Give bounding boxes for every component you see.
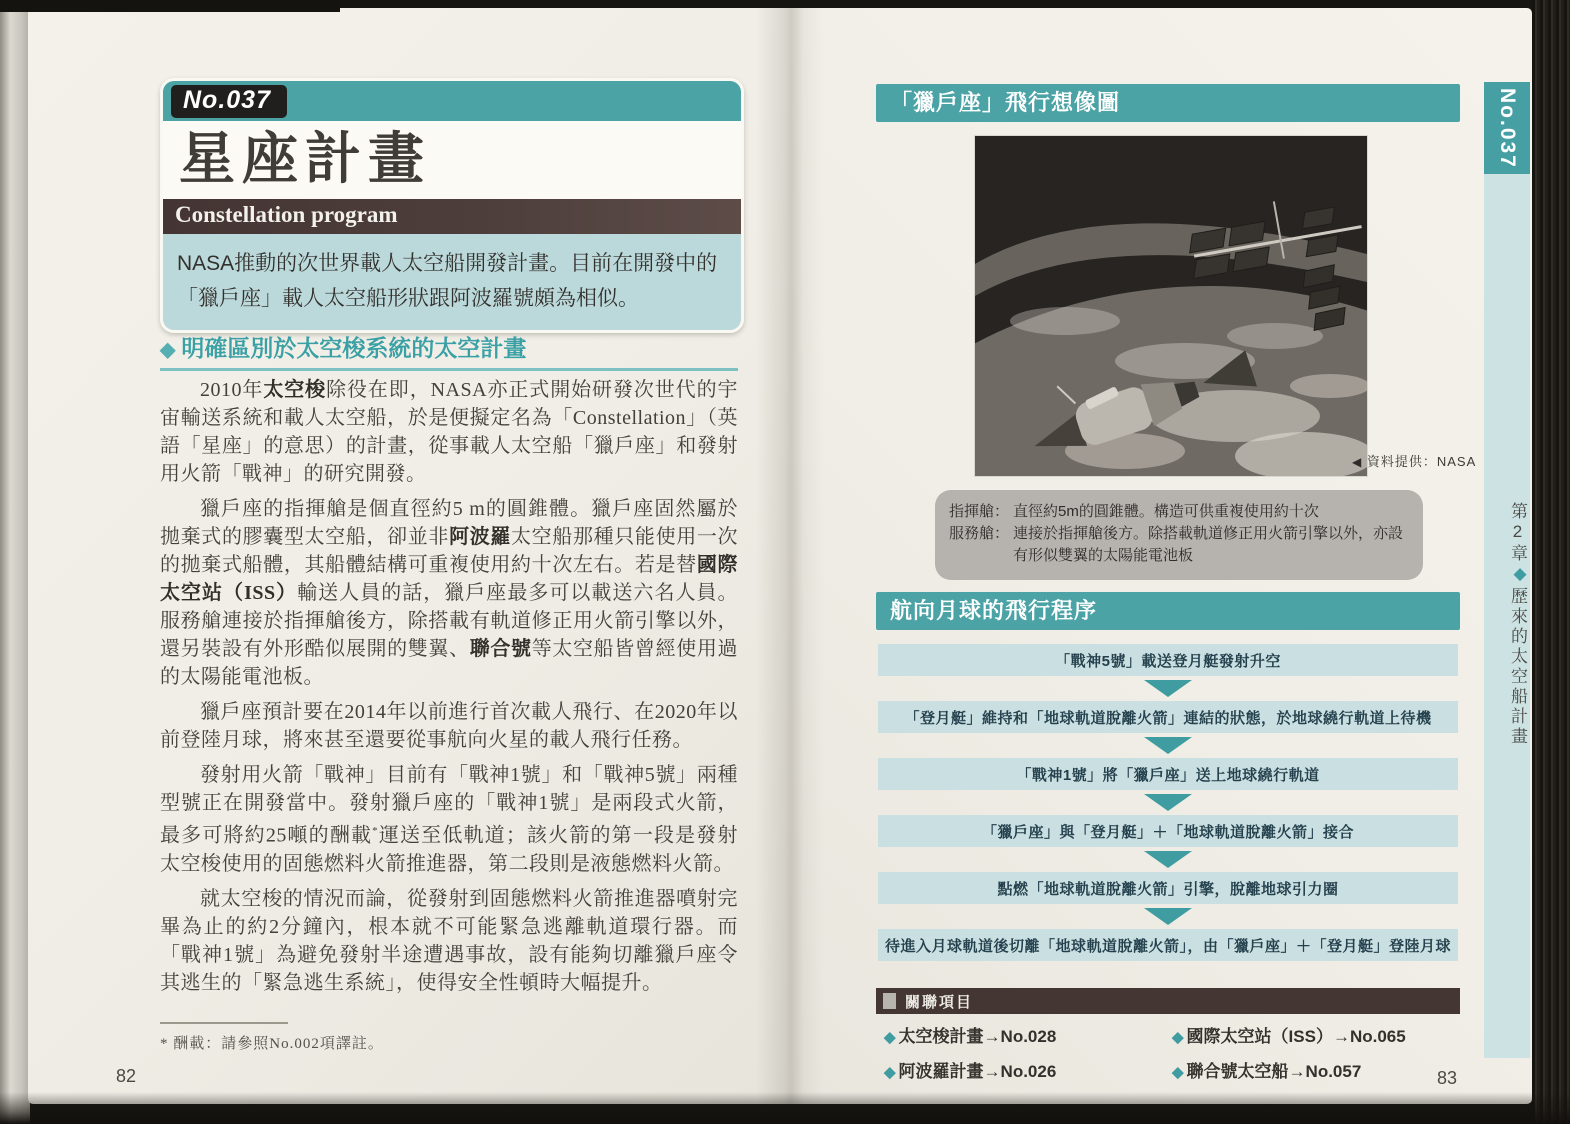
diamond-icon: ◆ — [160, 339, 176, 361]
entry-summary: NASA推動的次世界載人太空船開發計畫。目前在開發中的「獵戶座」載人太空船形狀跟阿波羅號頗為相似。 — [177, 252, 718, 311]
orion-figure-photo — [975, 136, 1367, 476]
chapter-title: 歷來的太空船計畫 — [1508, 586, 1527, 747]
related-label: 聯合號太空船 — [1186, 1062, 1289, 1081]
figure-credit — [1352, 451, 1476, 470]
entry-title-area — [163, 121, 741, 199]
section-title: 明確區別於太空梭系統的太空計畫 — [181, 335, 527, 361]
related-label: 國際太空站（ISS） — [1186, 1027, 1333, 1046]
triangle-down-icon — [1144, 737, 1192, 754]
note-label: 服務艙： — [949, 525, 1010, 542]
figure-heading-bar — [876, 84, 1460, 122]
related-ref: No.065 — [1349, 1027, 1406, 1046]
scan-shadow-bottom — [0, 1092, 1570, 1124]
page-number-left: 82 — [116, 1066, 137, 1086]
left-triangle-icon: ◀ — [1352, 455, 1363, 469]
related-heading-bar — [876, 988, 1460, 1014]
diamond-icon: ◆ — [884, 1064, 896, 1081]
entry-subtitle-bar — [163, 199, 741, 234]
figure-heading: 「獵戶座」飛行想像圖 — [890, 90, 1121, 115]
gutter-shadow — [756, 8, 824, 1104]
related-ref: No.057 — [1305, 1062, 1362, 1081]
section-heading — [160, 330, 738, 371]
side-tab-chapter — [1484, 174, 1530, 1058]
related-label: 太空梭計畫 — [898, 1027, 984, 1046]
paragraph: 2010年太空梭除役在即，NASA亦正式開始研發次世代的宇宙輸送系統和載人太空船，於是便擬定名為「Constellation」（英語「星座」的意思）的計畫，從事載人太空船「獵戶座」和發射用火箭「戰神」的研究開發。 — [160, 379, 739, 485]
ref-arrow: → — [1332, 1027, 1350, 1046]
diamond-icon: ◆ — [884, 1029, 896, 1046]
flow-heading-bar — [876, 592, 1460, 630]
ref-arrow: → — [983, 1062, 1001, 1081]
related-item — [884, 1057, 1172, 1082]
body-text — [160, 376, 738, 1004]
related-item — [1172, 1057, 1460, 1082]
flow-heading: 航向月球的飛行程序 — [890, 598, 1098, 623]
triangle-down-icon — [1144, 680, 1192, 697]
chapter-prefix: 第2章 — [1508, 501, 1527, 564]
related-marker-icon — [883, 993, 896, 1009]
figure-credit-text: 資料提供：NASA — [1366, 454, 1477, 469]
triangle-down-icon — [1144, 908, 1192, 925]
flow-step: 待進入月球軌道後切離「地球軌道脫離火箭」，由「獵戶座」＋「登月艇」登陸月球 — [878, 929, 1458, 961]
related-ref: No.028 — [1000, 1027, 1057, 1046]
note-row — [949, 523, 1409, 567]
page-number-right: 83 — [1437, 1068, 1458, 1088]
footnote-text: 酬載：請參照No.002項譯註。 — [173, 1036, 384, 1052]
flow-step: 「登月艇」維持和「地球軌道脫離火箭」連結的狀態，於地球繞行軌道上待機 — [878, 701, 1458, 733]
triangle-down-icon — [1144, 851, 1192, 868]
page-stack-left-edge — [0, 0, 30, 1124]
note-label: 指揮艙： — [949, 503, 1010, 520]
ref-arrow: → — [983, 1027, 1001, 1046]
paragraph: 就太空梭的情況而論，從發射到固態燃料火箭推進器噴射完畢為止的約2分鐘內，根本就不可能緊急逃離軌道環行器。而「戰神1號」為避免發射半途遭遇事故，設有能夠切離獵戶座令其逃生的「緊急逃生系統」，使得安全性頓時大幅提升。 — [160, 887, 738, 994]
paragraph: 獵戶座預計要在2014年以前進行首次載人飛行、在2020年以前登陸月球，將來甚至還要從事航向火星的載人飛行任務。 — [160, 701, 738, 751]
figure-note-box — [935, 490, 1423, 580]
footnote-marker: * — [160, 1036, 169, 1052]
flow-step: 點燃「地球軌道脫離火箭」引擎，脫離地球引力圈 — [878, 872, 1458, 904]
entry-number-badge: No.037 — [171, 85, 287, 118]
entry-number-bar — [163, 81, 741, 121]
related-list — [884, 1022, 1460, 1082]
diamond-icon: ◆ — [1172, 1064, 1184, 1081]
related-heading: 關聯項目 — [905, 993, 974, 1011]
diamond-icon: ◆ — [1172, 1029, 1184, 1046]
note-text: 直徑約5m的圓錐體。構造可供重複使用約十次 — [1013, 503, 1319, 520]
entry-title: 星座計畫 — [179, 127, 431, 190]
entry-header-card — [160, 78, 744, 333]
note-text: 連接於指揮艙後方。除搭載軌道修正用火箭引擎以外，亦設有形似雙翼的太陽能電池板 — [1013, 525, 1404, 564]
paragraph: 獵戶座的指揮艙是個直徑約5 m的圓錐體。獵戶座固然屬於拋棄式的膠囊型太空船，卻並非阿波羅太空船那種只能使用一次的拋棄式船體，其船體結構可重複使用約十次左右。若是替國際太空站（ISS）輸送人員的話，獵戶座最多可以載送六名人員。服務艙連接於指揮艙後方，除搭載有軌道修正用火箭引擎以外，還另裝設有外形酷似展開的雙翼、聯合號等太空船皆曾經使用過的太陽能電池板。 — [160, 498, 739, 688]
footnote — [160, 1032, 384, 1053]
entry-subtitle: Constellation program — [175, 202, 398, 228]
footnote-rule — [160, 1022, 288, 1024]
scan-edge-top — [0, 0, 340, 12]
note-row — [949, 501, 1409, 523]
related-ref: No.026 — [1000, 1062, 1057, 1081]
paragraph: 發射用火箭「戰神」目前有「戰神1號」和「戰神5號」兩種型號正在開發當中。發射獵戶座的「戰神1號」是兩段式火箭，最多可將約25噸的酬載*運送至低軌道；該火箭的第一段是發射太空梭使用的固態燃料火箭推進器，第二段則是液態燃料火箭。 — [160, 764, 739, 875]
related-item — [884, 1022, 1172, 1047]
ref-arrow: → — [1288, 1062, 1306, 1081]
orion-photo-art — [975, 136, 1367, 476]
related-label: 阿波羅計畫 — [898, 1062, 984, 1081]
entry-summary-box — [163, 234, 741, 330]
side-tab-number: No.037 — [1484, 82, 1530, 174]
diamond-icon: ◆ — [1511, 563, 1530, 587]
page-stack-right-edge — [1532, 0, 1570, 1124]
flow-step: 「戰神1號」將「獵戶座」送上地球繞行軌道 — [878, 758, 1458, 790]
triangle-down-icon — [1144, 794, 1192, 811]
flow-step: 「獵戶座」與「登月艇」＋「地球軌道脫離火箭」接合 — [878, 815, 1458, 847]
related-item — [1172, 1022, 1460, 1047]
flow-diagram — [878, 644, 1458, 961]
flow-step: 「戰神5號」載送登月艇發射升空 — [878, 644, 1458, 676]
